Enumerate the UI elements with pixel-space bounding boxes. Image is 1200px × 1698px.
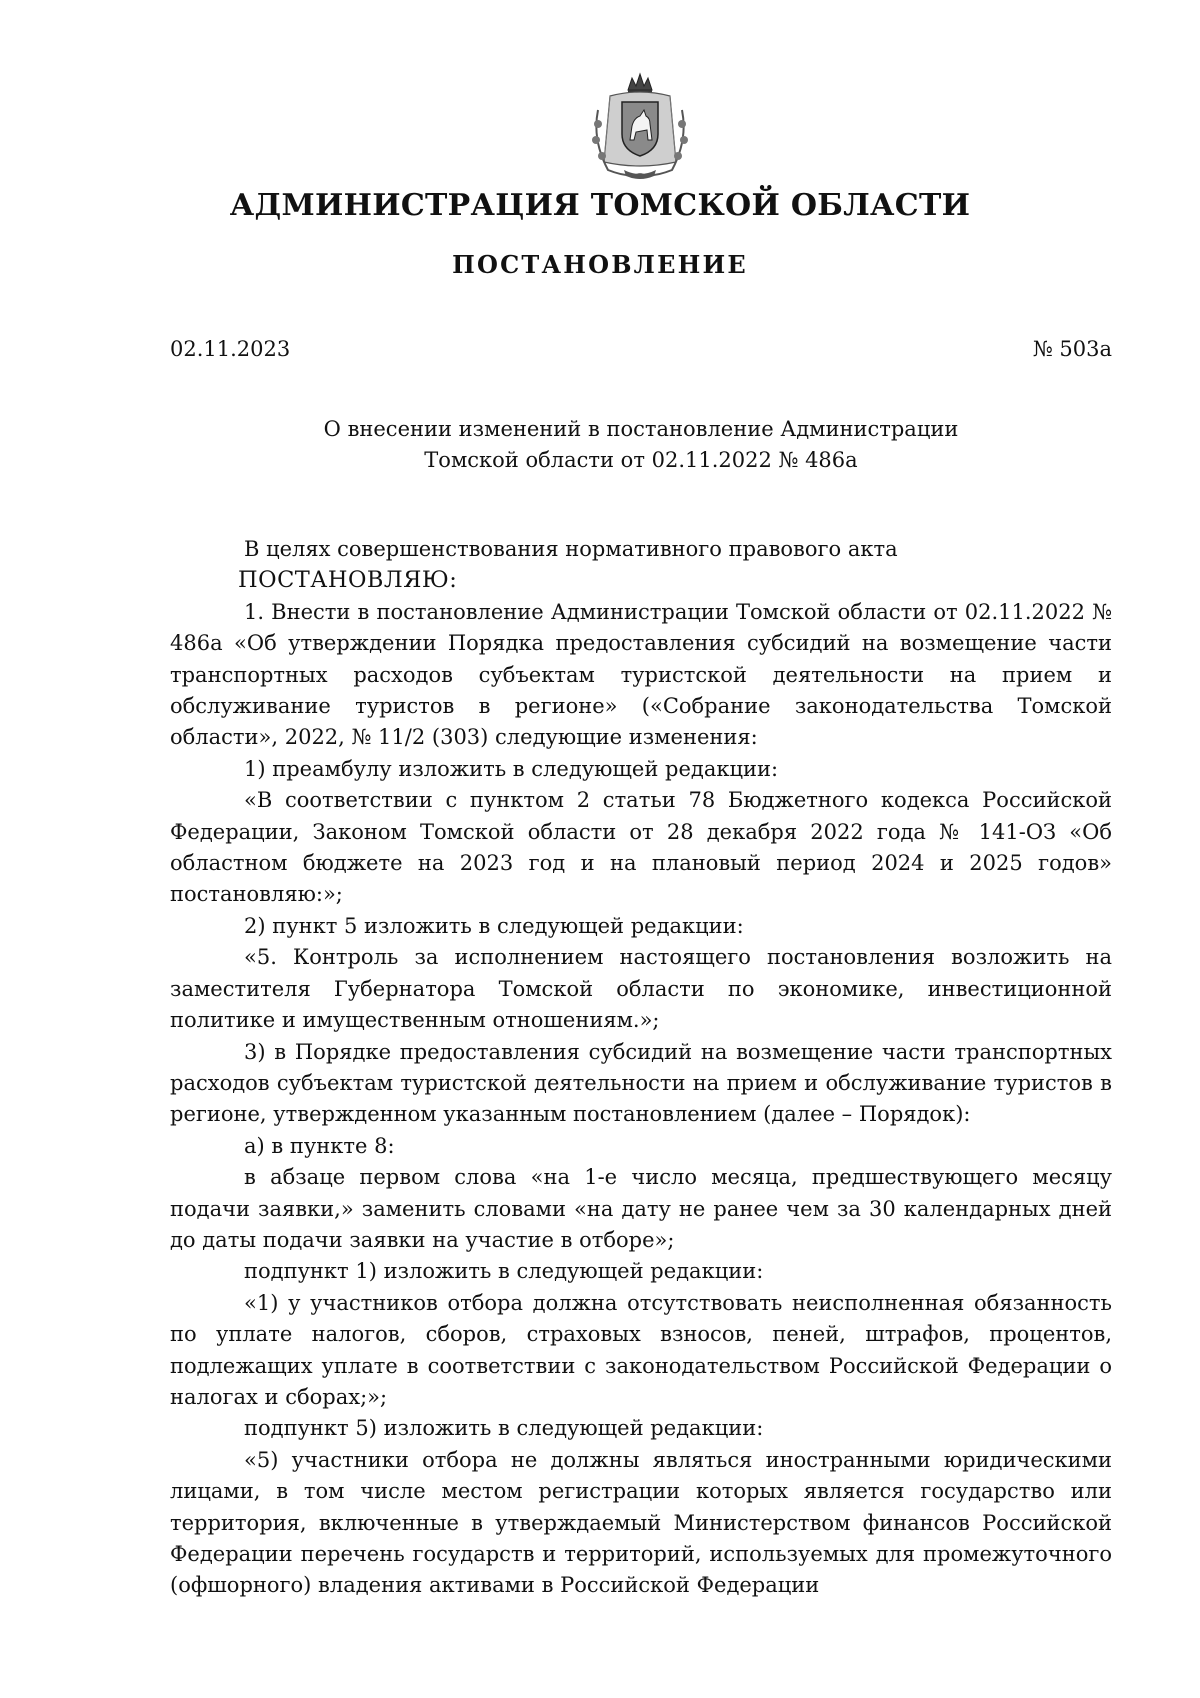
body-paragraph: 1) преамбулу изложить в следующей редакции: — [244, 756, 779, 781]
decree-word: ПОСТАНОВЛЯЮ: — [238, 567, 458, 594]
document-subject — [170, 414, 1112, 476]
body-paragraph: «1) у участников отбора должна отсутствовать неисполненная обязанность по уплате налогов, сборов, страховых взносов, пеней, штрафов, процентов, подлежащих уплате в соответствии с законодательством Российской Федерации о налогах и сборах;»; — [170, 1290, 1112, 1409]
document-body — [170, 534, 1112, 1602]
body-paragraph: 2) пункт 5 изложить в следующей редакции: — [244, 913, 744, 938]
body-paragraph: 3) в Порядке предоставления субсидий на возмещение части транспортных расходов субъектам туристской деятельности на прием и обслуживание туристов в регионе, утвержденном указанным постановлением (далее – Порядок): — [170, 1039, 1112, 1127]
subject-line: О внесении изменений в постановление Администрации — [323, 417, 959, 441]
subject-line: Томской области от 02.11.2022 № 486а — [424, 448, 858, 472]
body-paragraph: а) в пункте 8: — [244, 1133, 395, 1158]
organization-title: АДМИНИСТРАЦИЯ ТОМСКОЙ ОБЛАСТИ — [229, 188, 971, 223]
body-paragraph: в абзаце первом слова «на 1-е число месяца, предшествующего месяцу подачи заявки,» заменить словами «на дату не ранее чем за 30 календарных дней до даты подачи заявки на участие в отборе»; — [170, 1165, 1112, 1252]
document-number: № 503а — [1032, 337, 1112, 361]
body-paragraph: В целях совершенствования нормативного правового акта — [244, 537, 898, 561]
document-type-title: ПОСТАНОВЛЕНИЕ — [452, 250, 748, 279]
body-paragraph: «5) участники отбора не должны являться иностранными юридическими лицами, в том числе местом регистрации которых является государство или территория, включенные в утверждаемый Министерством финансов Российской Федерации перечень государств и территорий, используемых для промежуточного (офшорного) владения активами в Российской Федерации — [170, 1447, 1112, 1598]
body-paragraph: «В соответствии с пунктом 2 статьи 78 Бюджетного кодекса Российской Федерации, Законом Томской области от 28 декабря 2022 года № 141-ОЗ «Об областном бюджете на 2023 год и на плановый период 2024 и 2025 годов» постановляю:»; — [170, 788, 1112, 907]
body-paragraph: «5. Контроль за исполнением настоящего постановления возложить на заместителя Губернатора Томской области по экономике, инвестиционной политике и имущественным отношениям.»; — [170, 945, 1112, 1033]
body-paragraph: подпункт 1) изложить в следующей редакции: — [244, 1259, 764, 1284]
body-paragraph: 1. Внести в постановление Администрации Томской области от 02.11.2022 № 486а «Об утверждении Порядка предоставления субсидий на возмещение части транспортных расходов субъектам туристской деятельности на прием и обслуживание туристов в регионе» («Собрание законодательства Томской области», 2022, № 11/2 (303) следующие изменения: — [170, 599, 1112, 750]
tomsk-region-coat-of-arms-icon — [588, 70, 692, 180]
document-date: 02.11.2023 — [170, 337, 291, 361]
body-paragraph: подпункт 5) изложить в следующей редакции: — [244, 1416, 764, 1441]
